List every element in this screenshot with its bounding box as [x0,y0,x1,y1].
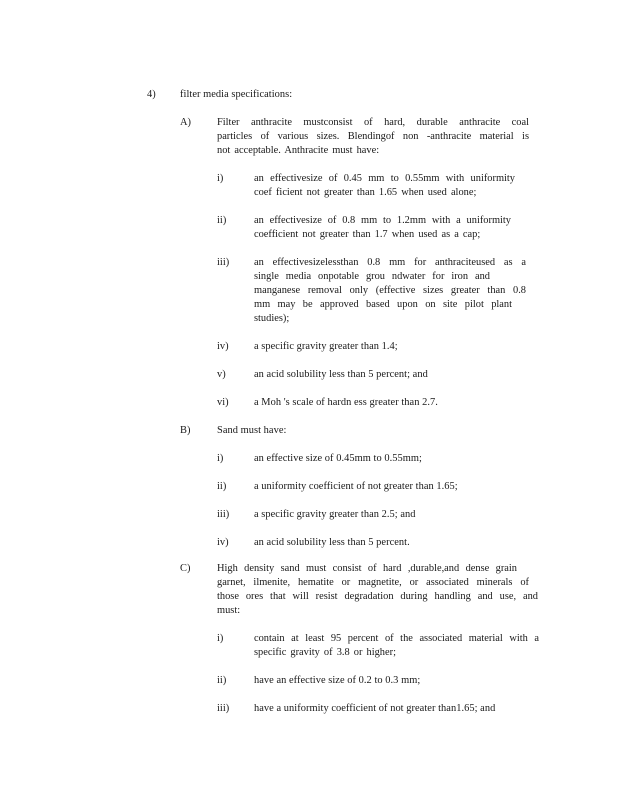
b-item-text: an effective size of 0.45mm to 0.55mm; [254,453,422,464]
b-item-num: iii) [217,509,230,520]
text-line: specific gravity of 3.8 or higher; [254,647,396,658]
a-item-num: iii) [217,257,230,268]
text-line: not acceptable. Anthracite must have: [217,145,380,156]
subsection-b-label: B) [180,425,191,436]
text-line: an effectivesize of 0.45 mm to 0.55mm with uniformity [254,173,515,184]
section-title: filter media specifications: [180,89,293,100]
text-line: particles of various sizes. Blendingof non -anthracite material is [217,131,529,142]
b-item-text: a uniformity coefficient of not greater than 1.65; [254,481,458,492]
c-item-text: have an effective size of 0.2 to 0.3 mm; [254,675,421,686]
subsection-c-text [217,562,538,618]
c-item-num: i) [217,633,224,644]
text-line: an effectivesizelessthan 0.8 mm for anthraciteused as a [254,257,526,268]
subsection-a-label: A) [180,117,192,128]
a-item-num: vi) [217,397,229,408]
text-line: garnet, ilmenite, hematite or magnetite, or associated minerals of [217,577,529,588]
c-item-text [254,632,539,660]
text-line: contain at least 95 percent of the associated material with a [254,633,539,644]
a-item-num: v) [217,369,226,380]
a-item-text: a Moh 's scale of hardn ess greater than 2.7. [254,397,438,408]
text-line: single media onpotable grou ndwater for iron and [254,271,490,282]
section-number: 4) [147,89,156,100]
a-item-text [254,256,526,326]
a-item-num: iv) [217,341,229,352]
a-item-text: a specific gravity greater than 1.4; [254,341,398,352]
text-line: coefficient not greater than 1.7 when used as a cap; [254,229,481,240]
b-item-num: ii) [217,481,227,492]
text-line: coef ficient not greater than 1.65 when used alone; [254,187,477,198]
b-item-num: iv) [217,537,229,548]
text-line: High density sand must consist of hard ,durable,and dense grain [217,563,517,574]
subsection-c-label: C) [180,563,191,574]
text-line: manganese removal only (effective sizes greater than 0.8 [254,285,526,296]
a-item-num: i) [217,173,224,184]
b-item-text: a specific gravity greater than 2.5; and [254,509,416,520]
text-line: those ores that will resist degradation during handling and use, and [217,591,538,602]
a-item-num: ii) [217,215,227,226]
subsection-b-text: Sand must have: [217,425,287,436]
text-line: mm may be approved based upon on site pilot plant [254,299,512,310]
a-item-text: an acid solubility less than 5 percent; and [254,369,428,380]
b-item-text: an acid solubility less than 5 percent. [254,537,410,548]
subsection-a-text [217,116,529,158]
text-line: Filter anthracite mustconsist of hard, durable anthracite coal [217,117,529,128]
text-line: an effectivesize of 0.8 mm to 1.2mm with a uniformity [254,215,511,226]
c-item-text: have a uniformity coefficient of not greater than1.65; and [254,703,496,714]
c-item-num: iii) [217,703,230,714]
c-item-num: ii) [217,675,227,686]
b-item-num: i) [217,453,224,464]
a-item-text [254,172,515,200]
text-line: studies); [254,313,290,324]
a-item-text [254,214,511,242]
text-line: must: [217,605,241,616]
